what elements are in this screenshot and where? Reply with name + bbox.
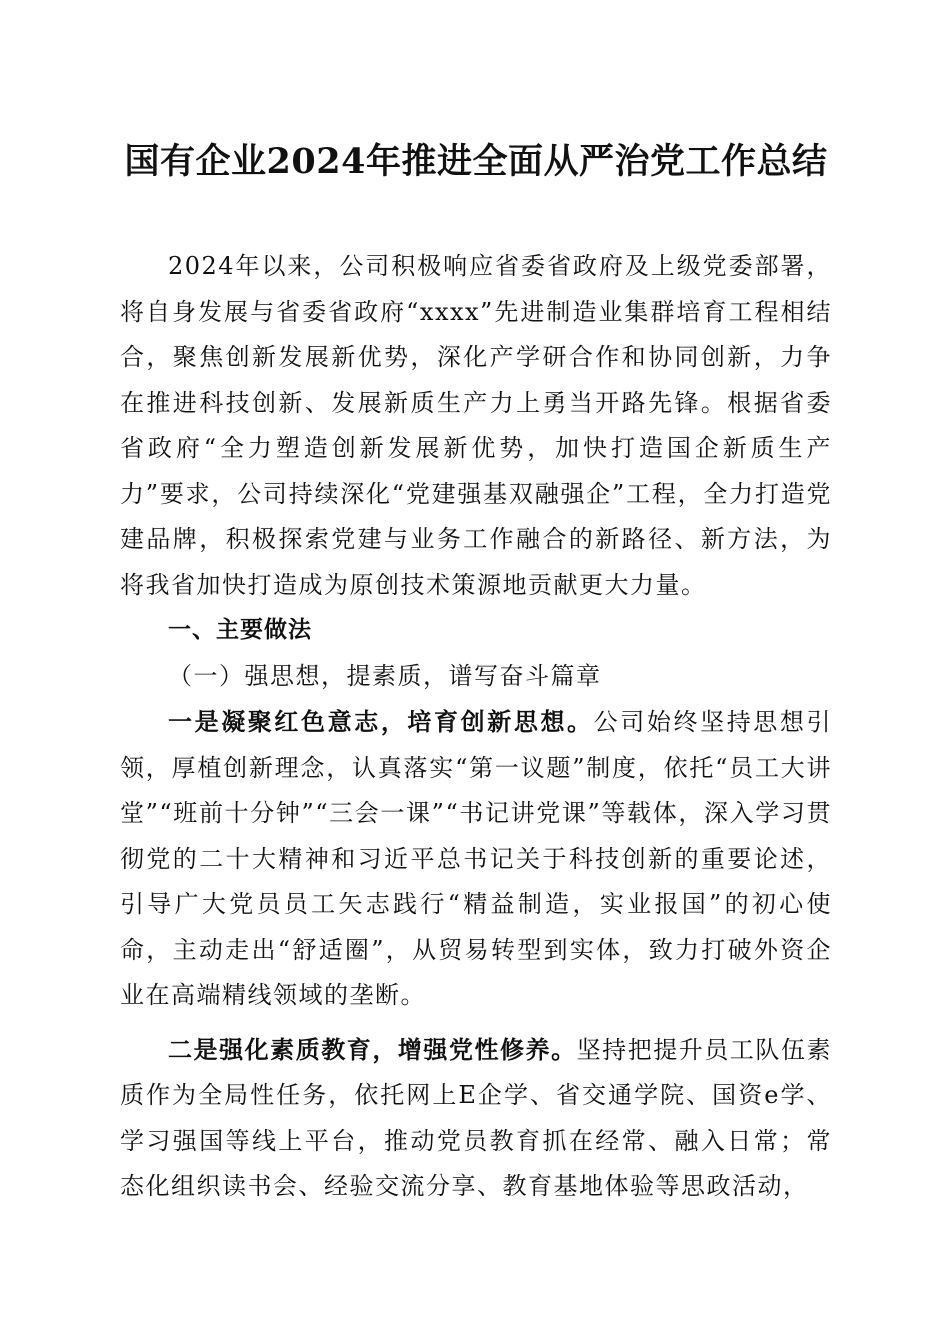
paragraph-text-2: 坚持把提升员工队伍素质作为全局性任务，依托网上E企学、省交通学院、国资e学、学习强国等线上平台，推动党员教育抓在经常、融入日常；常态化组织读书会、经验交流分享、教育基地体验等思政活动， xyxy=(120,1035,832,1200)
intro-paragraph: 2024年以来，公司积极响应省委省政府及上级党委部署，将自身发展与省委省政府“xxxx”先进制造业集群培育工程相结合，聚焦创新发展新优势，深化产学研合作和协同创新，力争在推进科技创新、发展新质生产力上勇当开路先锋。根据省委省政府“全力塑造创新发展新优势，加快打造国企新质生产力”要求，公司持续深化“党建强基双融强企”工程，全力打造党建品牌，积极探索党建与业务工作融合的新路径、新方法，为将我省加快打造成为原创技术策源地贡献更大力量。 xyxy=(120,252,832,599)
paragraph-lead-2: 二是强化素质教育，增强党性修养。 xyxy=(168,1034,577,1064)
paragraph-lead-1: 一是凝聚红色意志，培育创新思想。 xyxy=(168,707,594,736)
body-paragraph-2 xyxy=(120,1027,832,1210)
subsection-heading-1: （一）强思想，提素质，谱写奋斗篇章 xyxy=(168,661,602,690)
body-paragraph-1 xyxy=(120,699,832,1019)
section-heading-main-practices: 一、主要做法 xyxy=(168,617,312,643)
paragraph-gap xyxy=(120,1019,832,1027)
paragraph-text-1: 公司始终坚持思想引领，厚植创新理念，认真落实“第一议题”制度，依托“员工大讲堂”“班前十分钟”“三会一课”“书记讲党课”等载体，深入学习贯彻党的二十大精神和习近平总书记关于科技创新的重要论述，引导广大党员员工矢志践行“精益制造，实业报国”的初心使命，主动走出“舒适圈”，从贸易转型到实体，致力打破外资企业在高端精线领域的垄断。 xyxy=(120,708,833,1009)
document-title: 国有企业2024年推进全面从严治党工作总结 xyxy=(124,141,828,182)
